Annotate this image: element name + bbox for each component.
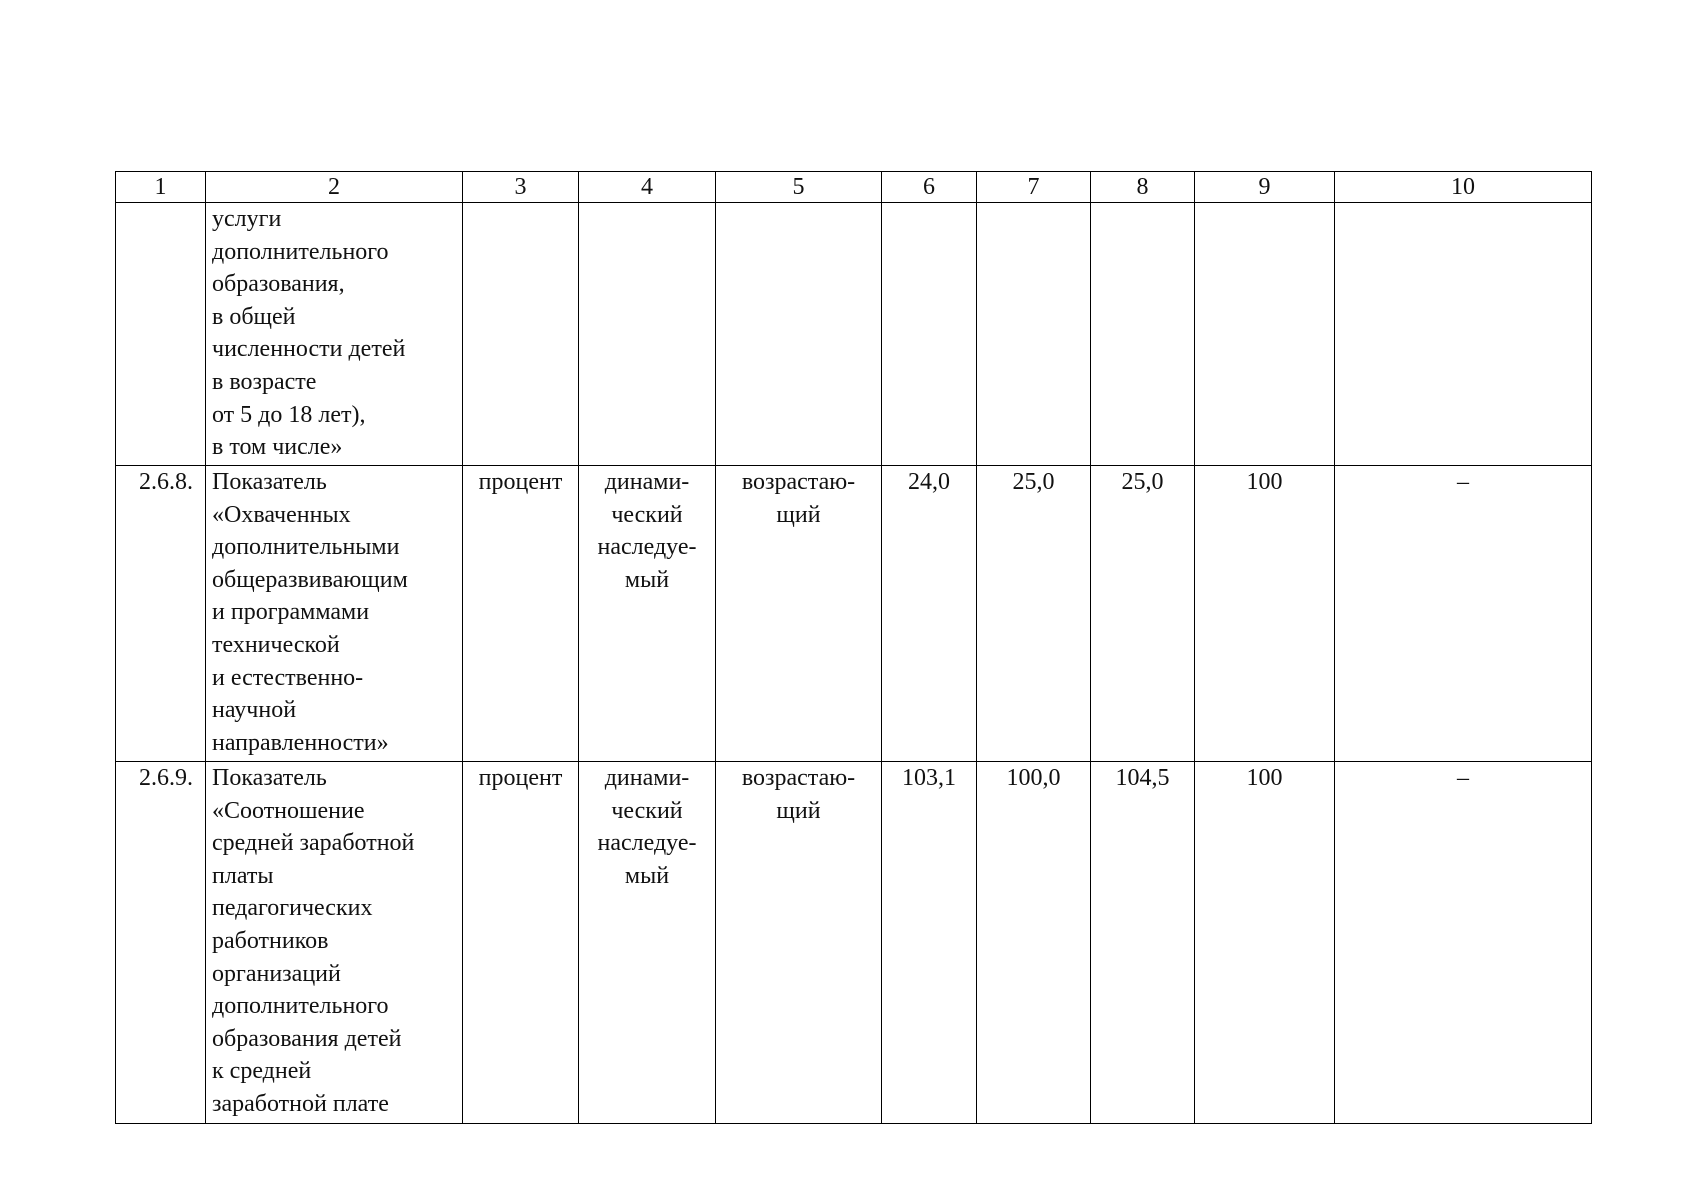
trend-cell: возрастаю- щий: [716, 762, 882, 1124]
header-cell: 7: [977, 172, 1091, 203]
row-number-cell: 2.6.8.: [116, 466, 206, 762]
header-cell: 6: [882, 172, 977, 203]
header-cell: 1: [116, 172, 206, 203]
note-cell: [1335, 203, 1592, 466]
type-cell: [579, 203, 716, 466]
value-cell: 25,0: [1091, 466, 1195, 762]
header-cell: 5: [716, 172, 882, 203]
header-cell: 8: [1091, 172, 1195, 203]
row-number-cell: [116, 203, 206, 466]
table-row: [116, 203, 1592, 466]
value-cell: 103,1: [882, 762, 977, 1124]
value-cell: [1195, 203, 1335, 466]
table-row: [116, 466, 1592, 762]
header-cell: 10: [1335, 172, 1592, 203]
unit-cell: [463, 203, 579, 466]
value-cell: 25,0: [977, 466, 1091, 762]
trend-cell: [716, 203, 882, 466]
trend-cell: возрастаю- щий: [716, 466, 882, 762]
indicator-name-cell: Показатель «Охваченных дополнительными общеразвивающим и программами технической и естественно- научной направленности»: [206, 466, 463, 762]
unit-cell: процент: [463, 762, 579, 1124]
column-number-row: [116, 172, 1592, 203]
value-cell: 100: [1195, 762, 1335, 1124]
value-cell: 24,0: [882, 466, 977, 762]
indicator-table: [115, 171, 1592, 1124]
header-cell: 2: [206, 172, 463, 203]
table-row: [116, 762, 1592, 1124]
unit-cell: процент: [463, 466, 579, 762]
row-number-cell: 2.6.9.: [116, 762, 206, 1124]
note-cell: –: [1335, 466, 1592, 762]
header-cell: 3: [463, 172, 579, 203]
indicator-name-cell: Показатель «Соотношение средней заработной платы педагогических работников организаций дополнительного образования детей к средней заработной плате: [206, 762, 463, 1124]
value-cell: 100,0: [977, 762, 1091, 1124]
type-cell: динами- ческий наследуе- мый: [579, 466, 716, 762]
value-cell: [1091, 203, 1195, 466]
value-cell: [882, 203, 977, 466]
value-cell: 104,5: [1091, 762, 1195, 1124]
value-cell: [977, 203, 1091, 466]
note-cell: –: [1335, 762, 1592, 1124]
header-cell: 9: [1195, 172, 1335, 203]
type-cell: динами- ческий наследуе- мый: [579, 762, 716, 1124]
header-cell: 4: [579, 172, 716, 203]
indicator-name-cell: услуги дополнительного образования, в общей численности детей в возрасте от 5 до 18 лет), в том числе»: [206, 203, 463, 466]
value-cell: 100: [1195, 466, 1335, 762]
